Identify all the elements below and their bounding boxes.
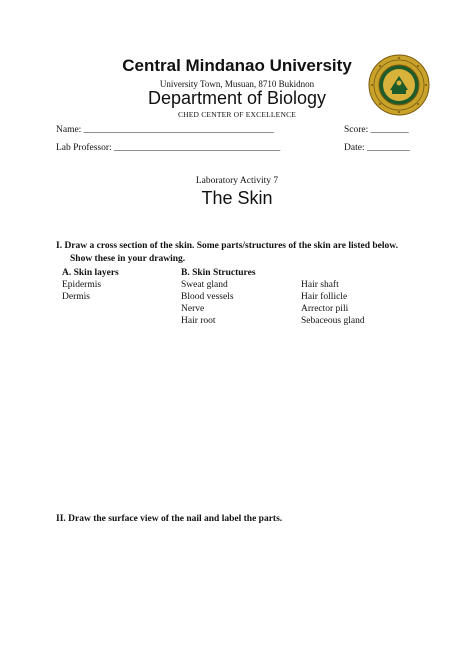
skin-structure-item: Sweat gland xyxy=(181,280,228,290)
university-seal-icon xyxy=(368,54,430,116)
date-line: _________ xyxy=(366,143,410,153)
skin-structure-item: Sebaceous gland xyxy=(301,316,365,326)
skin-structure-item: Blood vessels xyxy=(181,292,234,302)
question-2-text: II. Draw the surface view of the nail and label the parts. xyxy=(56,514,283,524)
name-field[interactable] xyxy=(56,125,274,135)
date-field[interactable] xyxy=(344,143,410,153)
lab-professor-field[interactable] xyxy=(56,143,280,153)
score-label: Score: xyxy=(344,125,369,135)
name-label: Name: xyxy=(56,125,82,135)
question-1-line-2: Show these in your drawing. xyxy=(70,254,186,264)
university-name: Central Mindanao University xyxy=(122,56,352,75)
skin-structure-item: Hair root xyxy=(181,316,216,326)
skin-structure-item: Hair shaft xyxy=(301,280,339,290)
skin-structure-item: Nerve xyxy=(181,304,205,314)
ched-tagline: CHED CENTER OF EXCELLENCE xyxy=(177,110,297,119)
lab-professor-label: Lab Professor: xyxy=(56,143,112,153)
university-address: University Town, Musuan, 8710 Bukidnon xyxy=(159,79,315,89)
department-name: Department of Biology xyxy=(147,88,327,108)
question-1-line-1: I. Draw a cross section of the skin. Some parts/structures of the skin are listed below. xyxy=(56,241,398,251)
skin-structure-item: Hair follicle xyxy=(301,292,348,302)
activity-label: Laboratory Activity 7 xyxy=(195,176,279,186)
skin-structures-header: B. Skin Structures xyxy=(181,268,256,278)
score-line: ________ xyxy=(370,125,409,135)
activity-title: The Skin xyxy=(201,188,273,208)
score-field[interactable] xyxy=(344,125,409,135)
date-label: Date: xyxy=(344,143,365,153)
skin-layer-item: Epidermis xyxy=(62,280,102,290)
skin-layer-item: Dermis xyxy=(62,292,90,302)
name-line: ________________________________________ xyxy=(83,125,274,135)
skin-layers-header: A. Skin layers xyxy=(62,268,119,278)
lab-professor-line: ___________________________________ xyxy=(114,143,281,153)
skin-structure-item: Arrector pili xyxy=(301,304,349,314)
